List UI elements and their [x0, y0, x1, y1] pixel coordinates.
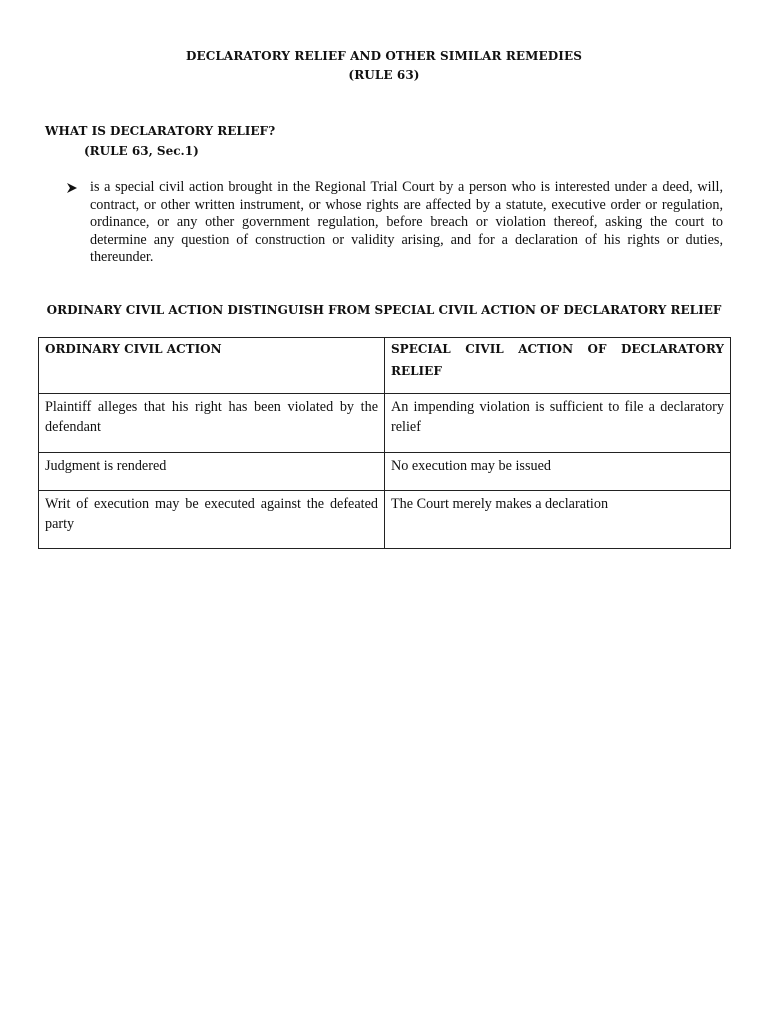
section-subheading: (RULE 63, Sec.1)	[84, 144, 199, 158]
table-header-cell: ORDINARY CIVIL ACTION	[39, 338, 385, 394]
table-header-row	[39, 338, 731, 394]
table-header-text: RELIEF	[391, 364, 442, 378]
table-cell: The Court merely makes a declaration	[385, 491, 731, 549]
table-cell: Writ of execution may be executed against the defeated party	[39, 491, 385, 549]
table-row	[39, 453, 731, 491]
table-header-text: SPECIAL CIVIL ACTION OF DECLARATORY	[391, 342, 724, 356]
table-row	[39, 491, 731, 549]
document-title: DECLARATORY RELIEF AND OTHER SIMILAR REMEDIES	[185, 49, 583, 63]
table-header-cell	[385, 338, 731, 394]
definition-text: is a special civil action brought in the Regional Trial Court by a person who is interested under a deed, will, contract, or other written instrument, or whose rights are affected by a statute, executive order or regulation, ordinance, or any other government regulation, before breach or violation thereof, asking the court to determine any question of construction or validity arising, and for a declaration of his rights or duties, thereunder.	[90, 179, 723, 265]
table-caption: ORDINARY CIVIL ACTION DISTINGUISH FROM SPECIAL CIVIL ACTION OF DECLARATORY RELIEF	[46, 303, 722, 317]
section-heading: WHAT IS DECLARATORY RELIEF?	[45, 124, 276, 138]
document-title-rule: (RULE 63)	[348, 68, 420, 82]
table-cell: Plaintiff alleges that his right has been violated by the defendant	[39, 394, 385, 453]
comparison-table	[38, 337, 731, 549]
arrowhead-bullet-icon	[66, 182, 78, 194]
table-cell: Judgment is rendered	[39, 453, 385, 491]
table-cell: An impending violation is sufficient to file a declaratory relief	[385, 394, 731, 453]
table-cell: No execution may be issued	[385, 453, 731, 491]
table-row	[39, 394, 731, 453]
